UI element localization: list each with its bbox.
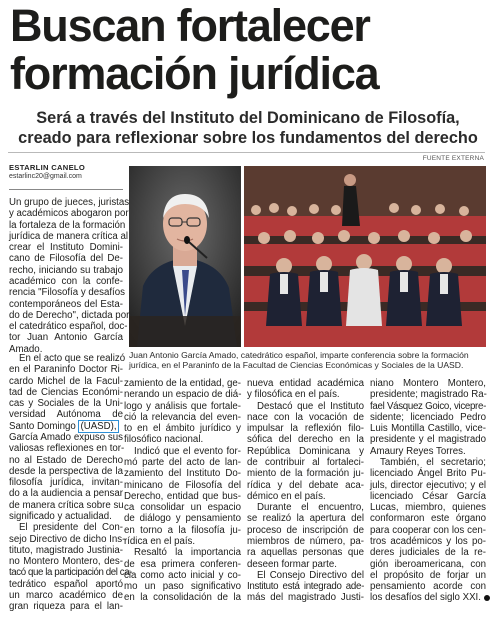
text-line: García Amado expuso sus [9,431,123,443]
text-line: miento de la formación ju- [247,468,364,480]
text-line: no Montero Montero, des- [9,556,123,568]
text-line: mó parte del acto de lan- [124,456,241,468]
byline [9,163,124,180]
text-line: Instituto está integrado ade- [247,581,364,593]
text-line: mo un paso significativo [124,581,241,593]
text-line: impulsar la reflexión filo- [247,423,364,435]
text-line: el catedrático español, doc- [9,321,128,333]
text-line: Derecho, entidad que bus- [124,490,241,502]
text-line: do de Derecho", dictada por [9,309,130,321]
text-line: to en el ámbito jurídico y [124,423,241,435]
text-line: cia como acto inicial y co- [124,569,241,581]
headline [10,2,486,98]
text-line: versidad Autónoma de [9,409,123,421]
text-line: licenciado César García [370,490,486,502]
text-line: de contribuir al fortaleci- [247,456,364,468]
text-line: deseen formar parte. [247,558,337,570]
text-line: contemporáneos del Esta- [9,298,123,310]
text-fragment: los desafíos del siglo XXI. [370,592,481,604]
text-line: niano Montero Montero, [370,378,486,389]
text-line: de manera crítica sobre su [9,499,124,511]
text-line: desde la perspectiva de la [9,465,123,477]
text-line: pensamiento acorde con [370,581,486,593]
text-line: Un grupo de jueces, juristas [9,197,130,208]
caption-line: Juan Antonio García Amado, catedrático español, imparte conferencia sobre la formación [129,350,469,360]
text-line: tad de Ciencias Económi- [9,386,123,398]
text-line: presidente; magistrado Ra- [370,389,487,401]
text-line: de diálogo y pensamiento [124,513,241,525]
text-line: nace con la vocación de [247,411,364,423]
text-line: rídica y del debate aca- [247,479,364,491]
text-line: También, el secretario; [380,456,486,468]
article-column-2 [124,378,241,604]
text-line: nerando un espacio de diá- [124,389,242,401]
text-line [9,421,123,432]
text-line: tros académicos y los po- [370,535,486,547]
text-line: tedrático español aportó [9,578,123,590]
text-line: zamiento del Instituto Do- [124,468,241,480]
text-line: tituto, magistrado Justinia- [9,544,123,556]
article-column-1-intro [9,197,130,355]
text-line: Amaury Reyes Torres. [370,445,466,457]
text-line: de esa primera conferen- [124,558,241,570]
article-column-1 [9,353,133,613]
text-line: rídica en el país. [124,535,196,547]
text-line: sejo Directivo de dicho Ins- [9,533,126,545]
text-line: gión iberoamericana, con [370,558,486,570]
text-line: sófica del derecho en la [247,434,364,446]
text-line: se realizó la apertura del [247,513,364,525]
text-line: rencia "Filosofía y desafíos [9,287,125,299]
text-line: minicano de Filosofía del [124,479,241,491]
text-line: Amado. [9,343,43,355]
text-line: valiosas reflexiones en tor- [9,443,125,455]
text-line: crear el Instituto Domini- [9,242,123,254]
text-line: zamiento de la entidad, ge- [124,378,241,389]
text-line: Luis Montilla Castillo, vice- [370,423,486,435]
speaker-photo-illustration [129,166,241,347]
text-line: en el Paraninfo Doctor Ri- [9,364,123,376]
audience-photo [244,166,486,347]
text-line [370,592,486,603]
text-line: logo y análisis que fortale- [124,400,241,412]
text-line: nueva entidad académica [247,378,364,389]
text-line: tor Juan Antonio García [9,332,123,344]
text-line: y académicos abogaron por [9,208,129,220]
text-line: démico en el país. [247,490,326,502]
text-line: filosofía jurídica, invitan- [9,477,123,489]
text-line: el propósito de forjar un [370,569,486,581]
photo-caption [129,350,487,371]
text-line: miembros de número, pa- [247,535,364,547]
text-line: la fortaleza de la formación [9,219,126,231]
text-line: no al Estado de Derecho [9,454,123,466]
text-line: significado y actualidad. [9,510,112,522]
text-line: cardo Michel de la Facul- [9,375,123,387]
text-line: deres judiciales de la re- [370,547,486,559]
headline-line-1: Buscan fortalecer [10,0,370,51]
text-line: juls, director ejecutivo; y el [370,479,486,491]
text-line: En el acto que se realizó [19,353,126,364]
text-line: presidente y el magistrado [370,434,486,446]
text-line: sidente; licenciado Pedro [370,411,486,423]
subheadline-line-1: Será a través del Instituto del Dominicano de Filosofía, [36,109,460,127]
byline-divider [9,189,123,190]
text-line: para cooperar con los cen- [370,524,486,536]
text-line: en torno a la filosofía ju- [124,524,241,536]
text-line: fael Vásquez Goico, vicepre- [370,400,486,412]
text-line: más del magistrado Justi- [247,592,364,604]
article-column-4 [370,378,486,604]
text-line: Destacó que el Instituto [257,400,364,412]
speaker-photo [129,166,241,347]
text-line: El Consejo Directivo del [257,569,364,581]
text-line: jurídica de manera crítica al [9,230,128,242]
uasd-highlight: (UASD), [80,420,117,432]
author-email[interactable]: estarlinc20@gmail.com [9,173,82,180]
end-of-article-bullet-icon [484,595,490,601]
text-line: conformaron este órgano [370,513,486,525]
audience-photo-illustration [244,166,486,347]
text-line: y filosófica en el país. [247,389,340,401]
text-line: tacó que la participación del ca- [9,567,133,579]
text-line: ca consolidar un espacio [124,502,241,514]
text-fragment: Santo Domingo [9,420,76,432]
text-line: académico con la confe- [9,275,123,287]
text-line: Lucas, miembro, quienes [370,502,486,514]
author-name: ESTARLIN CANELO [9,163,86,172]
text-line: ra aquellas personas que [247,547,364,559]
text-line: en la consolidación de la [124,592,241,604]
text-line: Durante el encuentro, [257,502,364,514]
subheadline [12,108,484,148]
text-line: filosófico nacional. [124,434,204,446]
text-line: licenciado Ángel Brito Pu- [370,468,486,480]
text-line: cano de Filosofía del De- [9,253,123,265]
text-line: cas y Sociales de la Uni- [9,398,123,410]
headline-line-2: formación jurídica [10,48,379,99]
text-line: recho, iniciando su trabajo [9,264,123,276]
text-line: gran riqueza para el lan- [9,601,123,613]
header-divider [8,152,485,153]
text-line: Indicó que el evento for- [134,445,241,457]
text-line: un marco académico de [9,589,123,601]
text-line: Resaltó la importancia [134,547,241,559]
text-line: República Dominicana y [247,445,364,457]
caption-line: jurídica, en el Paraninfo de la Facultad de Ciencias Económicas y Sociales de la UASD. [129,360,464,371]
subheadline-line-2: creado para reflexionar sobre los fundamentos del derecho [18,129,478,147]
photo-credit: FUENTE EXTERNA [422,155,484,162]
text-line: ció la relevancia del even- [124,411,241,423]
article-column-3 [247,378,364,604]
text-line: El presidente del Con- [19,522,123,534]
text-line: proceso de inscripción de [247,524,364,536]
text-line: do a la audiencia a pensar [9,488,123,500]
